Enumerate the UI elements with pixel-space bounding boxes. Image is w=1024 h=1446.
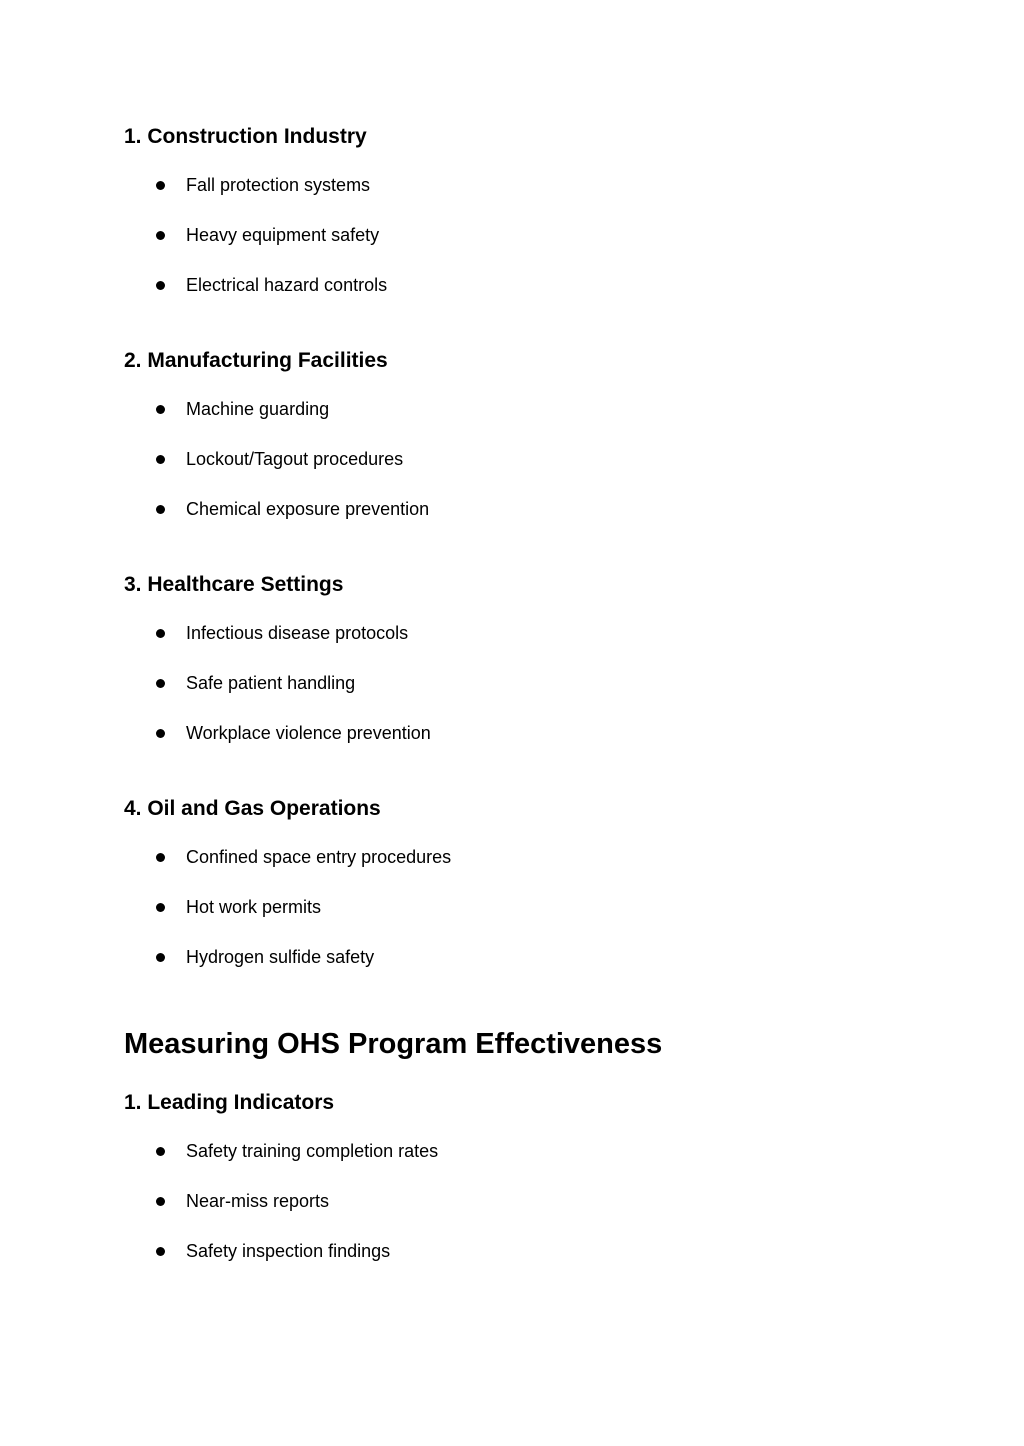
section-heading-construction: 1. Construction Industry	[124, 125, 367, 148]
bullet-icon	[156, 729, 165, 738]
list-item	[155, 447, 403, 471]
bullet-icon	[156, 1247, 165, 1256]
list-item-text: Lockout/Tagout procedures	[186, 449, 404, 469]
list-item-text: Hot work permits	[186, 897, 322, 917]
list-item-text: Infectious disease protocols	[186, 623, 409, 643]
list-item	[155, 497, 429, 521]
bullet-icon	[156, 853, 165, 862]
bullet-icon	[156, 679, 165, 688]
bullet-icon	[156, 1197, 165, 1206]
list-item	[155, 1189, 329, 1213]
list-item-text: Safety training completion rates	[186, 1141, 439, 1161]
list-item	[155, 845, 451, 869]
bullet-icon	[156, 903, 165, 912]
list-item-text: Chemical exposure prevention	[186, 499, 430, 519]
list-item	[155, 173, 370, 197]
bullet-icon	[156, 505, 165, 514]
list-item	[155, 621, 408, 645]
list-item-text: Heavy equipment safety	[186, 225, 380, 245]
section-heading-healthcare: 3. Healthcare Settings	[124, 573, 344, 596]
bullet-icon	[156, 281, 165, 290]
section-heading-leading-indicators: 1. Leading Indicators	[124, 1091, 335, 1114]
main-heading: Measuring OHS Program Effectiveness	[124, 1028, 663, 1060]
list-item-text: Hydrogen sulfide safety	[186, 947, 375, 967]
list-item	[155, 671, 355, 695]
list-item-text: Machine guarding	[186, 399, 330, 419]
list-item-text: Electrical hazard controls	[186, 275, 388, 295]
section-heading-oil-gas: 4. Oil and Gas Operations	[124, 797, 381, 820]
bullet-icon	[156, 1147, 165, 1156]
list-item-text: Near-miss reports	[186, 1191, 330, 1211]
list-item	[155, 273, 387, 297]
section-heading-manufacturing: 2. Manufacturing Facilities	[124, 349, 388, 372]
list-item	[155, 1139, 438, 1163]
bullet-icon	[156, 629, 165, 638]
bullet-icon	[156, 181, 165, 190]
list-item	[155, 721, 431, 745]
list-item-text: Confined space entry procedures	[186, 847, 452, 867]
list-item	[155, 1239, 390, 1263]
list-item-text: Safety inspection findings	[186, 1241, 391, 1261]
list-item-text: Safe patient handling	[186, 673, 356, 693]
bullet-icon	[156, 231, 165, 240]
list-item-text: Workplace violence prevention	[186, 723, 431, 743]
list-item-text: Fall protection systems	[186, 175, 371, 195]
list-item	[155, 895, 321, 919]
bullet-icon	[156, 405, 165, 414]
list-item	[155, 397, 329, 421]
bullet-icon	[156, 455, 165, 464]
list-item	[155, 223, 379, 247]
bullet-icon	[156, 953, 165, 962]
list-item	[155, 945, 374, 969]
